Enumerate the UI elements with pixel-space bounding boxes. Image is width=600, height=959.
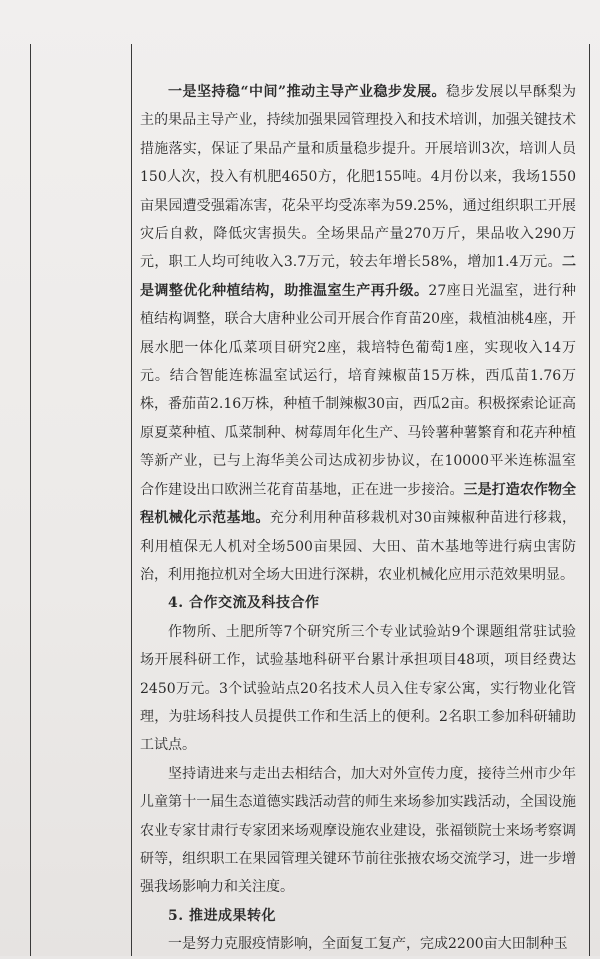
table-column-divider [131,44,132,956]
text-run: 27座日光温室，进行种植结构调整，联合大唐种业公司开展合作育苗20座，栽植油桃4座，开展水肥一体化瓜菜项目研究2座，栽培特色葡萄1座，实现收入14万元。结合智能连栋温室试运行，培育辣椒苗15万株，西瓜苗1.76万株，番茄苗2.16万株，种植千制辣椒30亩，西瓜2亩。积极探索论证高原夏菜种植、瓜菜制种、树莓周年化生产、马铃薯种薯繁育和花卉种植等新产业，已与上海华美公司达成初步协议，在10000平米连栋温室合作建设出口欧洲兰花育苗基地，正在进一步接洽。 [140,282,576,498]
section-heading-cooperation: 4. 合作交流及科技合作 [168,595,320,612]
bold-lead-2: 二是调整优化种植结构，助推温室生产再升级。 [140,254,576,299]
paragraph-research [140,618,576,760]
text-run: 充分利用种苗移栽机对30亩辣椒种苗进行移栽，利用植保无人机对全场500亩果园、大田、苗木基地等进行病虫害防治，利用拖拉机对全场大田进行深耕，农业机械化应用示范效果明显。 [140,510,576,583]
bold-lead-1: 一是坚持稳“中间”推动主导产业稳步发展。 [168,84,447,100]
bold-lead-3: 三是打造农作物全程机械化示范基地。 [140,481,577,527]
paragraph-transformation [140,930,576,958]
paragraph-industry [140,78,576,589]
text-run: 一是努力克服疫情影响，全面复工复产，完成2200亩大田制种玉 [168,936,568,953]
text-run: 稳步发展以早酥梨为主的果品主导产业，持续加强果园管理投入和技术培训，加强关键技术措施落实，保证了果品产量和质量稳步提升。开展培训3次，培训人员150人次，投入有机肥4650方，化肥155吨。4月份以来，我场1550亩果园遭受强霜冻害，花朵平均受冻率为59.25%，通过组织职工开展灾后自救，降低灾害损失。全场果品产量270万斤，果品收入290万元，职工人均可纯收入3.7万元，较去年增长58%，增加1.4万元。 [140,84,576,271]
text-run: 坚持请进来与走出去相结合，加大对外宣传力度，接待兰州市少年儿童第十一届生态道德实践活动营的师生来场参加实践活动，全国设施农业专家甘肃行专家团来场观摩设施农业建设，张福锁院士来场考察调研等，组织职工在果园管理关键环节前往张掖农场交流学习，进一步增强我场影响力和关注度。 [140,765,576,896]
paragraph-exchange [140,760,576,902]
section-heading-transformation: 5. 推进成果转化 [168,907,276,924]
document-body [140,78,576,959]
text-run: 作物所、土肥所等7个研究所三个专业试验站9个课题组常驻试验场开展科研工作，试验基地科研平台累计承担项目48项，项目经费达2450万元。3个试验站点20名技术人员入住专家公寓，实行物业化管理，为驻场科技人员提供工作和生活上的便利。2名职工参加科研辅助工试点。 [140,623,576,754]
